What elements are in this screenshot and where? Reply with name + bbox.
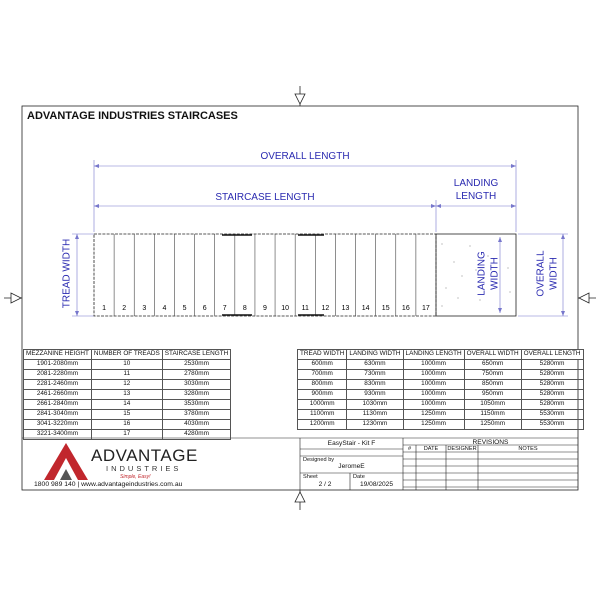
overall-length-label: OVERALL LENGTH <box>260 151 350 162</box>
date-value: 19/08/2025 <box>359 481 393 488</box>
mezzanine-cell: 1901-2080mm <box>24 360 92 370</box>
tread-number: 16 <box>401 305 410 312</box>
tread-number: 5 <box>182 305 187 312</box>
table-row <box>298 410 584 420</box>
mezzanine-cell: 4030mm <box>162 420 230 430</box>
table-row <box>24 400 231 410</box>
table-row <box>24 410 231 420</box>
tread-number: 11 <box>301 305 309 312</box>
width-cell: 600mm <box>298 360 347 370</box>
center-mark-left <box>4 293 22 303</box>
mezzanine-cell: 2530mm <box>162 360 230 370</box>
tread-number: 13 <box>341 305 350 312</box>
revisions-title: REVISIONS <box>472 439 509 446</box>
stair-stringer-outline <box>94 234 436 316</box>
center-mark-right <box>578 293 596 303</box>
width-cell: 5530mm <box>521 420 583 430</box>
staircase-plan <box>94 234 516 316</box>
mezzanine-cell: 16 <box>91 420 162 430</box>
width-cell: 5280mm <box>521 400 583 410</box>
mezzanine-cell: 14 <box>91 400 162 410</box>
width-cell: 1050mm <box>464 400 521 410</box>
width-table-header <box>298 350 584 360</box>
width-cell: 950mm <box>464 390 521 400</box>
width-cell: 1200mm <box>298 420 347 430</box>
tread-number: 4 <box>162 305 167 312</box>
width-cell: 1000mm <box>403 370 464 380</box>
width-cell: 800mm <box>298 380 347 390</box>
mezzanine-header-cell: STAIRCASE LENGTH <box>162 350 230 360</box>
width-header-cell: OVERALL WIDTH <box>464 350 521 360</box>
width-header-cell: LANDING WIDTH <box>347 350 403 360</box>
mezzanine-table <box>23 349 231 440</box>
logo-tagline: Simple, Easy! <box>120 474 151 480</box>
logo-word-advantage: ADVANTAGE <box>91 446 198 465</box>
revision-header-notes: NOTES <box>518 446 538 452</box>
width-cell: 1000mm <box>403 360 464 370</box>
tread-number: 12 <box>321 305 330 312</box>
landing-width-label-2: WIDTH <box>489 257 501 290</box>
overall-width-label-1: OVERALL <box>535 250 547 297</box>
width-header-cell: OVERALL LENGTH <box>521 350 583 360</box>
logo-word-industries: INDUSTRIES <box>106 464 182 473</box>
width-cell: 5280mm <box>521 380 583 390</box>
width-cell: 1150mm <box>464 410 521 420</box>
width-cell: 1000mm <box>298 400 347 410</box>
project-name: EasyStair - Kit F <box>327 440 376 447</box>
mezzanine-header-cell: NUMBER OF TREADS <box>91 350 162 360</box>
overall-width-label-2: WIDTH <box>548 257 560 290</box>
tread-number: 6 <box>202 305 207 312</box>
landing-length-label-1: LANDING <box>453 178 499 189</box>
width-cell: 1130mm <box>347 410 403 420</box>
width-cell: 1250mm <box>464 420 521 430</box>
width-cell: 1250mm <box>403 420 464 430</box>
width-cell: 1000mm <box>403 380 464 390</box>
table-row <box>24 360 231 370</box>
tread-number: 7 <box>222 305 227 312</box>
table-row <box>298 400 584 410</box>
mezzanine-cell: 15 <box>91 410 162 420</box>
contact-separator: | <box>77 481 80 488</box>
table-row <box>298 360 584 370</box>
designed-by-label: Designed by <box>303 457 335 463</box>
center-mark-bottom <box>295 490 305 510</box>
mezzanine-cell: 10 <box>91 360 162 370</box>
tread-dividers <box>114 234 416 316</box>
mezzanine-cell: 17 <box>91 430 162 440</box>
mezzanine-cell: 3030mm <box>162 380 230 390</box>
tread-number-labels <box>102 305 430 312</box>
contact-line <box>34 481 182 488</box>
width-cell: 700mm <box>298 370 347 380</box>
width-cell: 1250mm <box>403 410 464 420</box>
width-cell: 5280mm <box>521 390 583 400</box>
width-cell: 850mm <box>464 380 521 390</box>
tread-number: 2 <box>122 305 127 312</box>
tread-number: 17 <box>422 305 430 312</box>
revision-header-date: DATE <box>423 446 439 452</box>
table-row <box>24 370 231 380</box>
width-cell: 1000mm <box>403 400 464 410</box>
sheet-label: Sheet <box>303 474 318 480</box>
mezzanine-cell: 3041-3220mm <box>24 420 92 430</box>
mezzanine-cell: 2780mm <box>162 370 230 380</box>
width-cell: 830mm <box>347 380 403 390</box>
width-cell: 1030mm <box>347 400 403 410</box>
tread-number: 3 <box>142 305 147 312</box>
mezzanine-cell: 2081-2280mm <box>24 370 92 380</box>
staircase-length-label: STAIRCASE LENGTH <box>215 192 315 203</box>
mezzanine-cell: 4280mm <box>162 430 230 440</box>
table-row <box>24 380 231 390</box>
mezzanine-cell: 11 <box>91 370 162 380</box>
width-cell: 5280mm <box>521 370 583 380</box>
mezzanine-cell: 13 <box>91 390 162 400</box>
tread-number: 10 <box>281 305 290 312</box>
mezzanine-cell: 2461-2660mm <box>24 390 92 400</box>
mezzanine-cell: 3780mm <box>162 410 230 420</box>
width-cell: 630mm <box>347 360 403 370</box>
mezzanine-table-header <box>24 350 231 360</box>
mezzanine-cell: 3221-3400mm <box>24 430 92 440</box>
width-cell: 5530mm <box>521 410 583 420</box>
designed-by-value: JeromeE <box>338 463 365 470</box>
table-row <box>24 420 231 430</box>
width-header-cell: TREAD WIDTH <box>298 350 347 360</box>
sheet-value: 2 / 2 <box>318 481 332 488</box>
width-cell: 730mm <box>347 370 403 380</box>
table-row <box>24 390 231 400</box>
bolt-marks <box>222 235 324 315</box>
tread-number: 1 <box>102 305 107 312</box>
revision-header-designer: DESIGNER <box>447 446 477 452</box>
width-header-cell: LANDING LENGTH <box>403 350 464 360</box>
width-cell: 900mm <box>298 390 347 400</box>
table-row <box>298 370 584 380</box>
width-cell: 750mm <box>464 370 521 380</box>
table-row <box>298 390 584 400</box>
mezzanine-cell: 3530mm <box>162 400 230 410</box>
mezzanine-cell: 2281-2460mm <box>24 380 92 390</box>
logo-mark <box>44 443 88 480</box>
table-row <box>298 380 584 390</box>
mezzanine-header-cell: MEZZANINE HEIGHT <box>24 350 92 360</box>
landing-width-label-1: LANDING <box>476 251 488 296</box>
table-row <box>24 430 231 440</box>
tread-number: 15 <box>381 305 390 312</box>
tread-number: 9 <box>263 305 267 312</box>
width-cell: 1000mm <box>403 390 464 400</box>
contact-phone: 1800 989 140 <box>34 481 76 488</box>
drawing-title: ADVANTAGE INDUSTRIES STAIRCASES <box>27 110 238 122</box>
revision-header-number: # <box>407 446 412 452</box>
mezzanine-cell: 2841-3040mm <box>24 410 92 420</box>
width-cell: 1100mm <box>298 410 347 420</box>
landing-length-label-2: LENGTH <box>455 191 497 202</box>
tread-width-label: TREAD WIDTH <box>61 238 73 309</box>
mezzanine-cell: 2661-2840mm <box>24 400 92 410</box>
width-cell: 930mm <box>347 390 403 400</box>
contact-website[interactable]: www.advantageindustries.com.au <box>81 481 183 488</box>
mezzanine-cell: 3280mm <box>162 390 230 400</box>
center-mark-top <box>295 86 305 106</box>
tread-number: 8 <box>242 305 247 312</box>
tread-number: 14 <box>361 305 370 312</box>
width-cell: 1230mm <box>347 420 403 430</box>
width-cell: 5280mm <box>521 360 583 370</box>
width-cell: 650mm <box>464 360 521 370</box>
width-table <box>297 349 584 430</box>
table-row <box>298 420 584 430</box>
date-label: Date <box>353 474 365 480</box>
mezzanine-cell: 12 <box>91 380 162 390</box>
